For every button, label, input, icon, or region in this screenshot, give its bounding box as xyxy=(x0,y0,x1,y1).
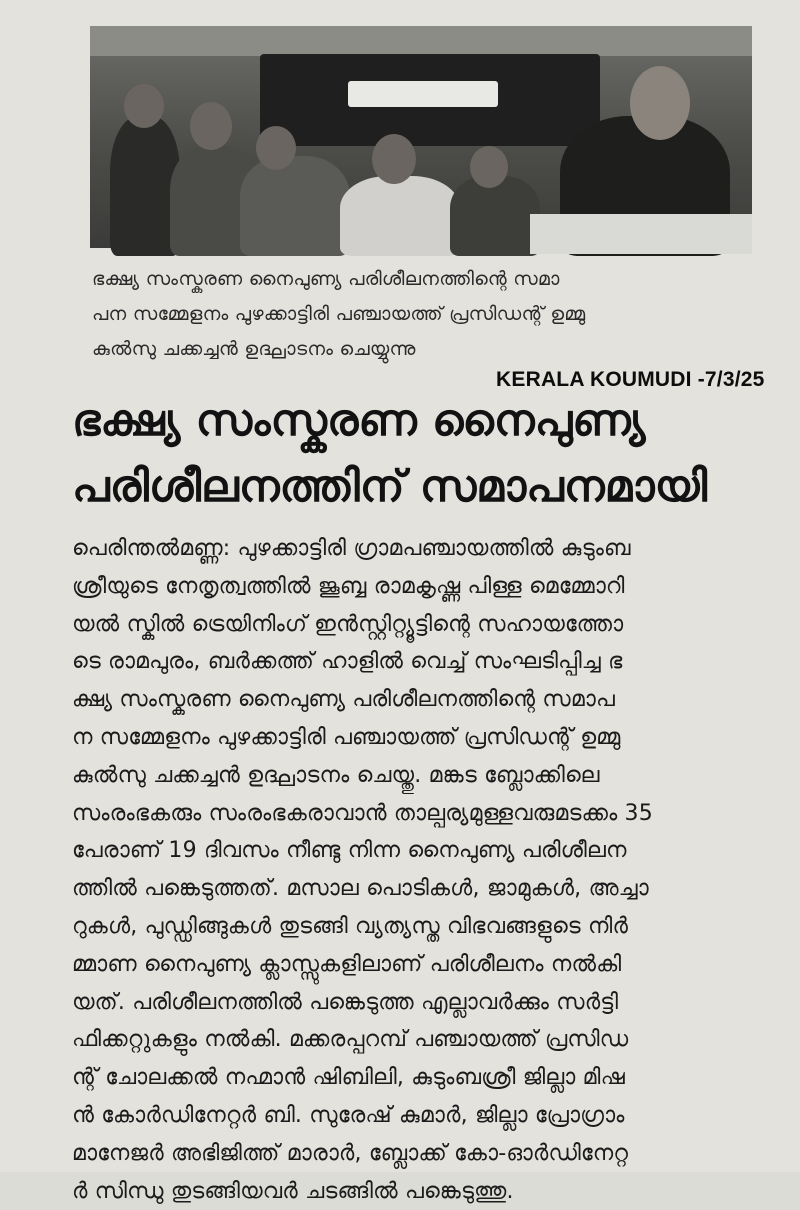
event-photo xyxy=(90,26,752,248)
body-line: പെരിന്തൽമണ്ണ: പുഴക്കാട്ടിരി ഗ്രാമപഞ്ചായത്തിൽ കുടുംബ xyxy=(72,536,631,561)
dais-table xyxy=(530,214,752,254)
attendee xyxy=(340,176,460,256)
body-line: സംരംഭകരും സംരംഭകരാവാൻ താല്പര്യമുള്ളവരുമടക്കം 35 xyxy=(72,800,653,826)
body-line: ർ സിന്ധു തുടങ്ങിയവർ ചടങ്ങിൽ പങ്കെടുത്തു. xyxy=(72,1178,514,1204)
body-line: ത്തിൽ പങ്കെടുത്തത്. മസാല പൊടികൾ, ജാമുകൾ, അച്ചാ xyxy=(72,876,649,902)
body-line: ന സമ്മേളനം പുഴക്കാട്ടിരി പഞ്ചായത്ത് പ്രസിഡന്റ് ഉമ്മു xyxy=(72,724,621,750)
caption-line: ഭക്ഷ്യ സംസ്കരണ നൈപുണ്യ പരിശീലനത്തിന്റെ സമാ xyxy=(92,268,560,290)
body-line: ൻ കോർഡിനേറ്റർ ബി. സുരേഷ് കുമാർ, ജില്ലാ പ്രോഗ്രാം xyxy=(72,1102,625,1128)
body-line: മ്മാണ നൈപുണ്യ ക്ലാസ്സുകളിലാണ് പരിശീലനം നൽകി xyxy=(72,951,622,977)
body-line: കുൽസു ചക്കച്ചൻ ഉദ്ഘാടനം ചെയ്തു. മങ്കട ബ്ലോക്കിലെ xyxy=(72,762,600,788)
headline-line: പരിശീലനത്തിന് സമാപനമായി xyxy=(72,461,708,512)
body-line: യൽ സ്കിൽ ട്രെയിനിംഗ് ഇൻസ്റ്റിറ്റ്യൂട്ടിന്റെ സഹായത്തോ xyxy=(72,611,624,637)
body-line: റുകൾ, പുഡ്ഡിങ്ങുകൾ തുടങ്ങി വ്യത്യസ്ത വിഭവങ്ങളുടെ നിർ xyxy=(72,913,629,939)
body-line: പേരാണ് 19 ദിവസം നീണ്ടു നിന്ന നൈപുണ്യ പരിശീലന xyxy=(72,838,627,864)
body-line: ക്ഷ്യ സംസ്കരണ നൈപുണ്യ പരിശീലനത്തിന്റെ സമാപ xyxy=(72,687,615,713)
caption-line: പന സമ്മേളനം പുഴക്കാട്ടിരി പഞ്ചായത്ത് പ്രസിഡന്റ് ഉമ്മു xyxy=(92,303,586,325)
headline-line: ഭക്ഷ്യ സംസ്കരണ നൈപുണ്യ xyxy=(72,395,646,446)
body-line: മാനേജർ അഭിജിത്ത് മാരാർ, ബ്ലോക്ക് കോ-ഓർഡിനേറ്റ xyxy=(72,1140,629,1166)
body-line: യത്. പരിശീലനത്തിൽ പങ്കെടുത്ത എല്ലാവർക്കും സർട്ടി xyxy=(72,989,619,1015)
body-line: ഫിക്കറ്റുകളും നൽകി. മക്കരപ്പറമ്പ് പഞ്ചായത്ത് പ്രസിഡ xyxy=(72,1027,629,1053)
body-line: ടെ രാമപുരം, ബർക്കത്ത് ഹാളിൽ വെച്ച് സംഘടിപ്പിച്ച ഭ xyxy=(72,649,623,675)
article-body xyxy=(72,530,762,1210)
photo-caption xyxy=(92,262,760,367)
banner-sign xyxy=(348,81,498,107)
attendee xyxy=(240,156,350,256)
headline xyxy=(72,388,762,520)
caption-line: കുൽസു ചക്കച്ചൻ ഉദ്ഘാടനം ചെയ്യുന്നു xyxy=(92,338,416,360)
attendee xyxy=(450,176,540,256)
source-tag: KERALA KOUMUDI -7/3/25 xyxy=(496,368,765,391)
body-line: ശ്രീയുടെ നേതൃത്വത്തിൽ ജൂബ്ബ രാമകൃഷ്ണ പിള്ള മെമ്മോറി xyxy=(72,573,625,599)
body-line: ന്റ് ചോലക്കൽ നഹ്മാൻ ഷിബിലി, കുടുംബശ്രീ ജില്ലാ മിഷ xyxy=(72,1065,625,1091)
